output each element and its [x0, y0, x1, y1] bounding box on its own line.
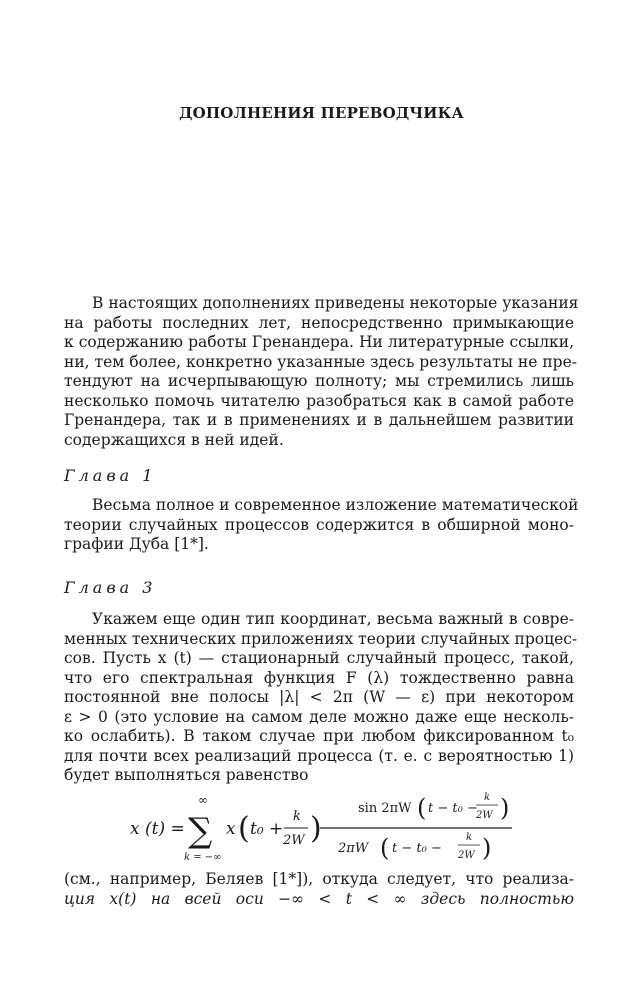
- chapter-1-heading: Глава 1: [64, 466, 157, 485]
- num-paren-close: ): [500, 794, 510, 822]
- num-frac-2w: 2W: [476, 810, 493, 821]
- text-line: (см., например, Беляев [1*]), откуда следует, что реализа-: [64, 870, 574, 888]
- text-line: несколько помочь читателю разобраться как в самой работе: [64, 391, 574, 410]
- text-line: Укажем еще один тип координат, весьма важный в совре-: [92, 610, 574, 628]
- text-line: постоянной вне полосы |λ| < 2π (W — ε) при некотором: [64, 688, 574, 706]
- text-line: содержащихся в ней идей.: [64, 430, 284, 449]
- text-line: ε > 0 (это условие на самом деле можно даже еще несколь-: [64, 707, 574, 726]
- sum-lower: k = −∞: [184, 852, 222, 863]
- formula-lhs: x (t) =: [130, 819, 185, 839]
- chapter-1-paragraph: [64, 496, 579, 555]
- den-frac-k: k: [466, 832, 473, 843]
- text-line: теории случайных процессов содержится в обширной моно-: [64, 515, 574, 534]
- text-line: В настоящих дополнениях приведены некоторые указания: [92, 294, 579, 312]
- text-line: будет выполняться равенство: [64, 766, 309, 784]
- text-line: тендуют на исчерпывающую полноту; мы стремились лишь: [64, 372, 574, 390]
- text-line: ни, тем более, конкретно указанные здесь результаты не пре-: [64, 352, 578, 371]
- numerator-sin: sin 2πW: [358, 801, 412, 816]
- text-line: менных технических приложениях теории случайных процес-: [64, 629, 578, 648]
- term-x: x: [226, 819, 236, 839]
- num-paren-open: (: [417, 794, 427, 822]
- sum-sign: ∑: [188, 811, 213, 851]
- chapter-3-paragraph: [64, 610, 578, 786]
- term-arg: t₀ +: [250, 819, 284, 839]
- den-paren-open: (: [380, 834, 390, 862]
- den-frac-2w: 2W: [458, 850, 475, 861]
- text-line: ко ослабить). В таком случае при любом фиксированном t₀: [64, 727, 574, 745]
- text-line: на работы последних лет, непосредственно примыкающие: [64, 313, 574, 332]
- text-line: Весьма полное и современное изложение математической: [92, 496, 579, 514]
- text-line: что его спектральная функция F (λ) тождественно равна: [64, 668, 574, 687]
- chapter-3-heading: Глава 3: [64, 578, 157, 597]
- num-frac-k: k: [484, 792, 491, 803]
- num-inner: t − t₀ −: [428, 801, 478, 816]
- sum-upper: ∞: [198, 793, 208, 807]
- text-line: сов. Пусть x (t) — стационарный случайный процесс, такой,: [64, 649, 574, 667]
- text-line: ция x(t) на всей оси −∞ < t < ∞ здесь полностью: [64, 889, 574, 908]
- text-line: графии Дуба [1*].: [64, 535, 209, 553]
- sampling-formula: [0, 790, 643, 866]
- text-line: к содержанию работы Гренандера. Ни литературные ссылки,: [64, 333, 574, 351]
- den-inner: t − t₀ −: [392, 841, 442, 856]
- chapter-3-continuation: [64, 870, 574, 909]
- page-title: ДОПОЛНЕНИЯ ПЕРЕВОДЧИКА: [179, 104, 464, 122]
- paren-close: ): [310, 811, 322, 846]
- frac-2w: 2W: [283, 833, 305, 848]
- text-line: Гренандера, так и в применениях и в дальнейшем развитии: [64, 411, 574, 429]
- paren-open: (: [238, 811, 250, 846]
- denominator: 2πW: [338, 841, 369, 856]
- frac-k: k: [293, 809, 301, 824]
- den-paren-close: ): [482, 834, 492, 862]
- intro-paragraph: [64, 294, 579, 450]
- text-line: для почти всех реализаций процесса (т. е. с вероятностью 1): [64, 746, 574, 765]
